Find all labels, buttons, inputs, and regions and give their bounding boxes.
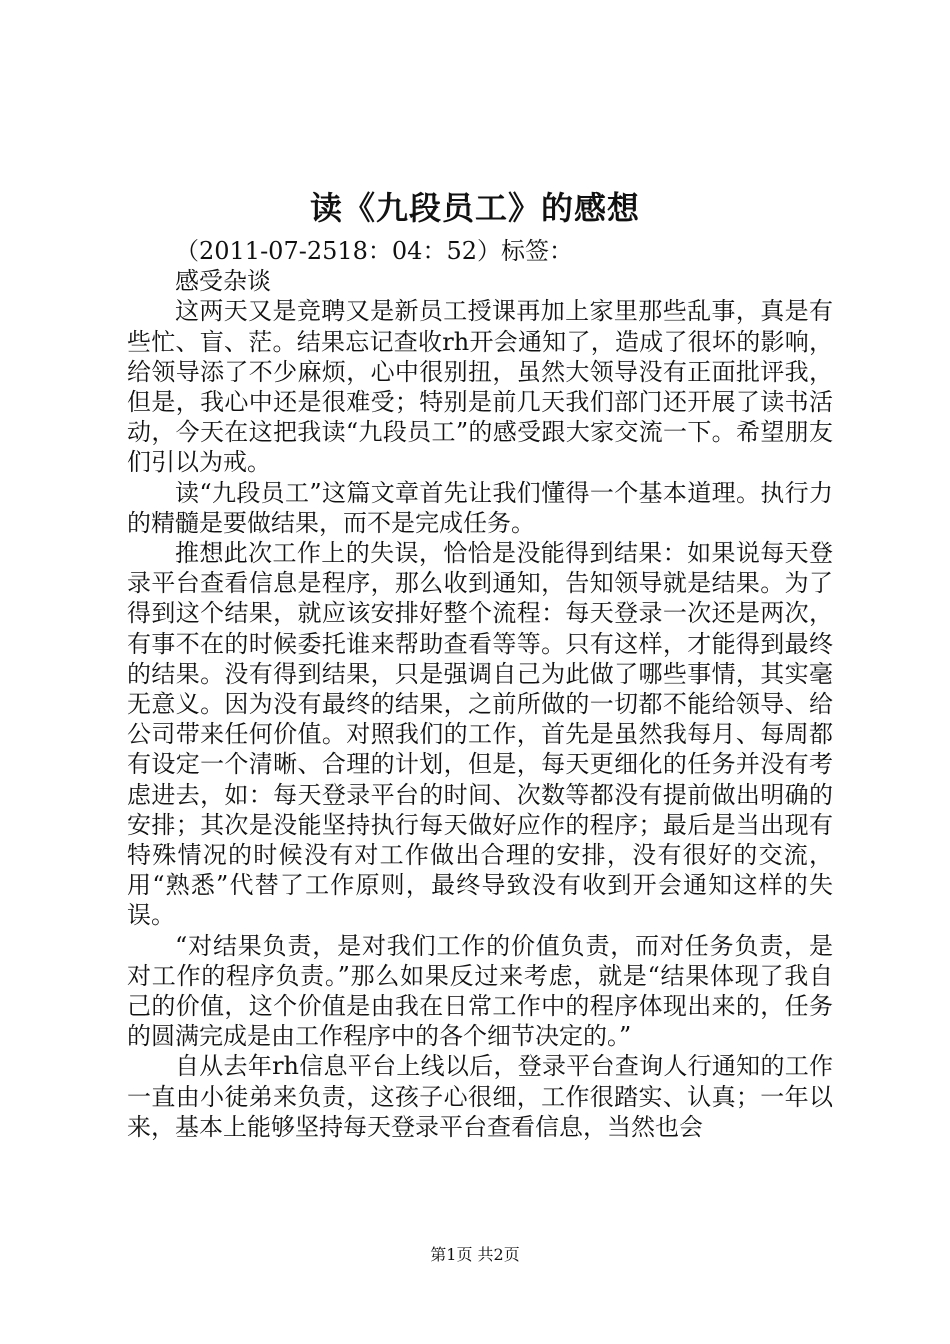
document-title: 读《九段员工》的感想	[309, 189, 640, 227]
body-paragraph: 推想此次工作上的失误，恰恰是没能得到结果：如果说每天登录平台查看信息是程序，那么收到通知，告知领导就是结果。为了得到这个结果，就应该安排好整个流程：每天登录一次还是两次，有事不在的时候委托谁来帮助查看等等。只有这样，才能得到最终的结果。没有得到结果，只是强调自己为此做了哪些事情，其实毫无意义。因为没有最终的结果，之前所做的一切都不能给领导、给公司带来任何价值。对照我们的工作，首先是虽然我每月、每周都有设定一个清晰、合理的计划，但是，每天更细化的任务并没有考虑进去，如：每天登录平台的时间、次数等都没有提前做出明确的安排；其次是没能坚持执行每天做好应作的程序；最后是当出现有特殊情况的时候没有对工作做出合理的安排，没有很好的交流，用“熟悉”代替了工作原则，最终导致没有收到开会通知这样的失误。	[127, 539, 833, 930]
body-paragraph: 读“九段员工”这篇文章首先让我们懂得一个基本道理。执行力的精髓是要做结果，而不是完成任务。	[127, 478, 833, 537]
page-footer: 第1页 共2页	[430, 1245, 520, 1264]
tags-line: 感受杂谈	[175, 267, 271, 296]
body-paragraph: 自从去年rh信息平台上线以后，登录平台查询人行通知的工作一直由小徒弟来负责，这孩子心很细，工作很踏实、认真；一年以来，基本上能够坚持每天登录平台查看信息，当然也会	[127, 1052, 833, 1141]
document-body	[127, 236, 833, 1142]
metadata-line: （2011-07-2518：04：52）标签：	[175, 237, 573, 265]
body-paragraph: 这两天又是竞聘又是新员工授课再加上家里那些乱事，真是有些忙、盲、茫。结果忘记查收rh开会通知了，造成了很坏的影响，给领导添了不少麻烦，心中很别扭，虽然大领导没有正面批评我，但是，我心中还是很难受；特别是前几天我们部门还开展了读书活动，今天在这把我读“九段员工”的感受跟大家交流一下。希望朋友们引以为戒。	[127, 297, 833, 477]
body-paragraph: “对结果负责，是对我们工作的价值负责，而对任务负责，是对工作的程序负责。”那么如果反过来考虑，就是“结果体现了我自己的价值，这个价值是由我在日常工作中的程序体现出来的，任务的圆满完成是由工作程序中的各个细节决定的。”	[127, 931, 833, 1051]
